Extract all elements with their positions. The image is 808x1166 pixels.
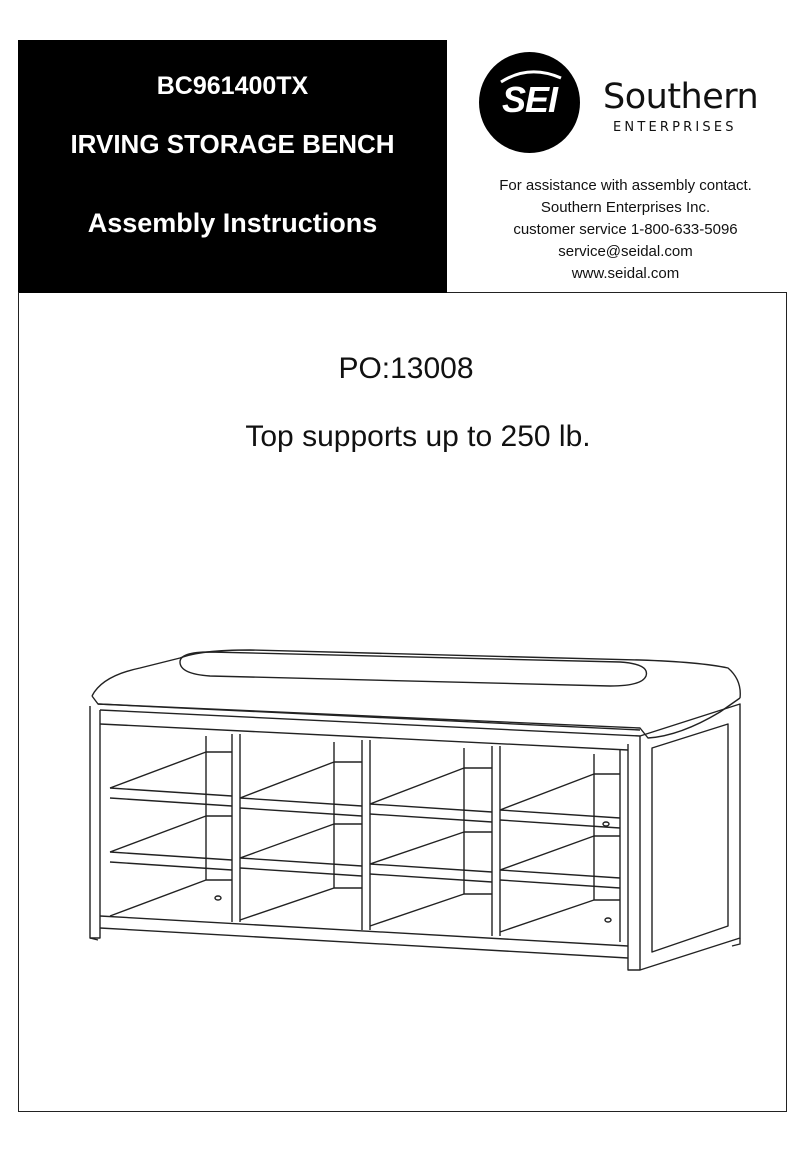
frame-top-border (447, 292, 787, 293)
brand-name: Southern (603, 77, 759, 117)
contact-email[interactable]: service@seidal.com (558, 243, 693, 260)
bench-right-post (628, 704, 740, 970)
title-block (18, 40, 447, 293)
document-title: Assembly Instructions (87, 208, 378, 238)
bench-illustration (80, 640, 760, 980)
contact-line: Southern Enterprises Inc. (540, 199, 711, 216)
model-number: BC961400TX (156, 72, 309, 100)
po-number-text: PO:13008 (338, 352, 474, 385)
contact-info (458, 175, 793, 285)
bench-bottom-rail (90, 916, 628, 958)
po-number (0, 352, 808, 386)
bench-peg-holes (215, 822, 611, 922)
logo-mark: SEI (501, 79, 558, 120)
product-name: IRVING STORAGE BENCH (70, 129, 395, 159)
bench-shelves (110, 752, 620, 932)
bench-left-frame (90, 706, 640, 938)
contact-website[interactable]: www.seidal.com (571, 265, 680, 282)
weight-note-text: Top supports up to 250 lb. (245, 420, 591, 453)
brand-logo (479, 52, 580, 153)
contact-line: For assistance with assembly contact. (499, 177, 752, 194)
contact-phone: customer service 1-800-633-5096 (513, 221, 738, 238)
brand-subtitle: ENTERPRISES (613, 120, 737, 135)
weight-note (0, 420, 808, 454)
